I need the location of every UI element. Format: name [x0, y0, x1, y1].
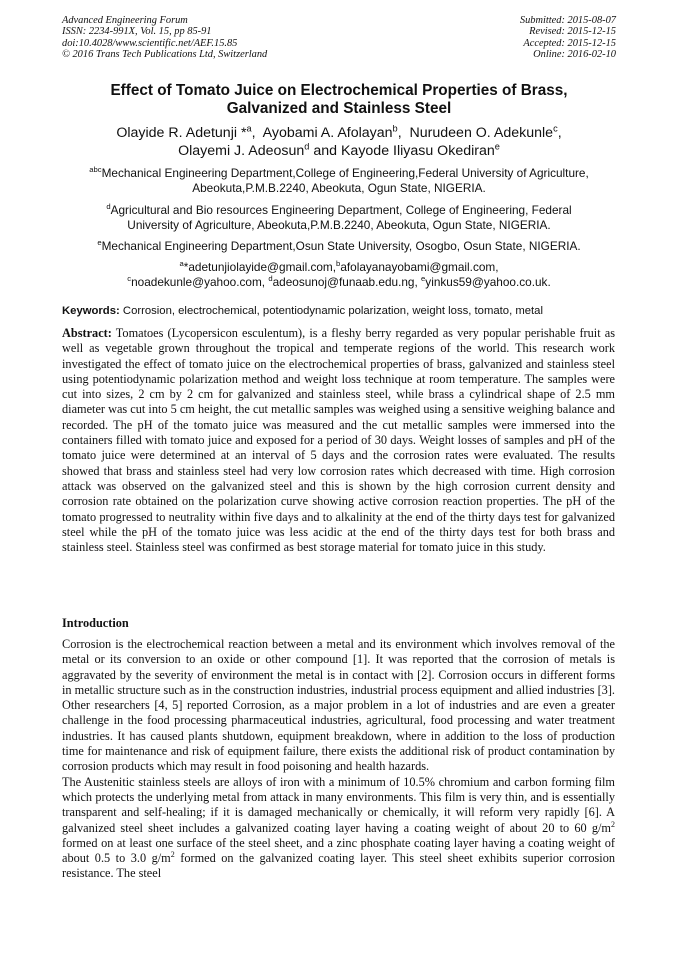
paper-title — [40, 82, 638, 117]
author-sup: a — [246, 123, 252, 134]
author-list — [40, 125, 638, 160]
email-sup: c — [127, 274, 132, 284]
email-sup: a — [179, 259, 184, 269]
affiliation-text: University of Agriculture, Abeokuta,P.M.B.2240, Abeokuta, Ogun State, NIGERIA. — [127, 218, 551, 233]
author-name: Olayide R. Adetunji * — [116, 125, 247, 141]
title-line-1: Effect of Tomato Juice on Electrochemical Properties of Brass, — [110, 82, 568, 99]
author-separator: , — [397, 125, 410, 141]
author-name: Kayode Iliyasu Okediran — [340, 142, 495, 159]
affiliation-text: Abeokuta,P.M.B.2240, Abeokuta, Ogun State, NIGERIA. — [192, 181, 486, 196]
intro-text: formed on the galvanized coating layer. This steel sheet exhibits superior corrosion resistance. The steel — [62, 851, 615, 881]
abstract-label: Abstract: — [62, 326, 112, 340]
email-sup: d — [268, 274, 273, 284]
author-sup: c — [553, 123, 558, 134]
affiliation-abc — [50, 166, 628, 197]
online-date: Online: 2016-02-10 — [533, 49, 616, 61]
affiliation-d — [50, 203, 628, 234]
author-name: Ayobami A. Afolayan — [262, 125, 393, 141]
author-name: Nurudeen O. Adekunle — [409, 125, 554, 141]
accepted-date: Accepted: 2015-12-15 — [523, 37, 616, 49]
intro-text: formed on at least one surface of the steel sheet, and a zinc phosphate coating layer having a coating weight of about 0.5 to 3.0 g/m — [62, 835, 615, 866]
intro-paragraph-2 — [62, 775, 615, 882]
email-link[interactable]: yinkus59@yahoo.co.uk. — [425, 275, 551, 290]
keywords-label: Keywords: — [62, 305, 120, 317]
email-sup: e — [421, 274, 426, 284]
title-line-2: Galvanized and Stainless Steel — [226, 99, 452, 117]
author-separator: , — [251, 125, 263, 141]
affiliation-text: Mechanical Engineering Department,Osun State University, Osogbo, Osun State, NIGERIA. — [101, 239, 581, 253]
author-line-2 — [40, 140, 638, 161]
author-name: Olayemi J. Adeosun — [178, 142, 305, 159]
affiliation-sup: abc — [89, 165, 102, 175]
author-sup: d — [304, 140, 310, 151]
affiliation-sup: d — [106, 202, 111, 212]
email-list — [50, 260, 628, 291]
submitted-date: Submitted: 2015-08-07 — [519, 15, 616, 26]
affiliation-text: Mechanical Engineering Department,College of Engineering,Federal University of Agriculture, — [101, 166, 589, 180]
affiliation-text: Agricultural and Bio resources Engineering Department, College of Engineering, Federal — [110, 203, 572, 217]
intro-paragraph-1: Corrosion is the electrochemical reaction between a metal and its environment which involves removal of the metal or its conversion to an oxide or other compound [1]. It was reported that the corrosion of metals is aggravated by the severity of environment the metal is in contact with [2]. Corrosion occurs in different forms in metallic structure such as in the construction industries, industrial process equipment and allied industries [3]. Other researchers [4, 5] reported Corrosion, as a major problem in a lot of industries and are even a greater challenge in the food processing pharmaceutical industries, agricultural, food processing and water treatment industries. It has caused plants shutdown, equipment breakdown, where in addition to the loss of production time for maintenance and risk of equipment failure, there exists the additional risk of product contamination by corrosion products which may result in food poisoning and health hazards. — [62, 637, 615, 774]
email-link[interactable]: afolayanayobami@gmail.com, — [340, 260, 499, 274]
journal-issn: ISSN: 2234-991X, Vol. 15, pp 85-91 — [62, 26, 212, 38]
affiliation-sup: e — [97, 238, 102, 248]
journal-copyright: © 2016 Trans Tech Publications Ltd, Switzerland — [62, 49, 268, 61]
email-link[interactable]: adeosunoj@funaab.edu.ng, — [272, 275, 418, 290]
abstract — [62, 326, 615, 555]
affiliation-e — [50, 239, 628, 254]
keywords-text: Corrosion, electrochemical, potentiodynamic polarization, weight loss, tomato, metal — [119, 305, 543, 317]
unit-sup: 2 — [170, 850, 175, 860]
revised-date: Revised: 2015-12-15 — [529, 26, 616, 38]
journal-name: Advanced Engineering Forum — [62, 15, 188, 26]
unit-sup: 2 — [611, 819, 615, 829]
journal-info — [62, 15, 267, 61]
introduction-body — [62, 637, 615, 882]
author-line-1 — [40, 125, 638, 143]
journal-doi: doi:10.4028/www.scientific.net/AEF.15.85 — [62, 37, 238, 49]
author-sup: e — [494, 140, 500, 151]
author-separator: , — [557, 125, 562, 141]
keywords — [62, 304, 622, 318]
email-link[interactable]: *adetunjiolayide@gmail.com, — [183, 260, 337, 274]
email-link[interactable]: noadekunle@yahoo.com, — [131, 275, 266, 290]
submission-dates — [520, 15, 616, 61]
author-separator: and — [309, 142, 341, 159]
author-sup: b — [392, 123, 398, 134]
abstract-text: Tomatoes (Lycopersicon esculentum), is a fleshy berry regarded as very popular perishable fruit as well as vegetable grown throughout the tropical and temperate regions of the world. This research work investigated the effect of tomato juice on the electrochemical properties of brass, galvanized and stainless steel using potentiodynamic polarization method and weight loss technique at room temperature. The samples were cut into sizes, 2 cm by 2 cm for galvanized and stainless steel, while brass a cylindrical shape of 2.5 mm diameter was cut into 5 cm height, the cut metallic samples was weighed using a sensitive weighing balance and recorded. The pH of the tomato juice was measured and the cut metallic samples were immersed into the containers filled with tomato juice and exposed for a period of 30 days. Weight losses of samples and pH of the tomato juice were determined at an interval of 5 days and the corrosion rates were evaluated. The results showed that brass and stainless steel had very low corrosion rates which decreased with time. High corrosion attack was observed on the galvanized steel and this is shown by the high corrosion current density and corrosion rate obtained on the polarization curve showing active corrosion reaction properties. The pH of the tomato progressed to neutrality within five days and to alkalinity at the end of the thirty days test for galvanized steel while the pH of the tomato juice was less acidic at the end of the thirty days test for both brass and stainless steel. Stainless steel was confirmed as best storage material for tomato juice in this study. — [62, 326, 615, 555]
intro-text: The Austenitic stainless steels are alloys of iron with a minimum of 10.5% chromium and carbon forming film which protects the underlying metal from attack in many environments. This film is very thin, and is essentially transparent and self-healing; if it is damaged mechanically or chemically, it will reform very rapidly [6]. A galvanized steel sheet includes a galvanized coating layer having a coating weight of about 20 to 60 g/m — [62, 774, 615, 835]
section-heading-introduction: Introduction — [62, 616, 129, 630]
email-sup: b — [336, 259, 341, 269]
